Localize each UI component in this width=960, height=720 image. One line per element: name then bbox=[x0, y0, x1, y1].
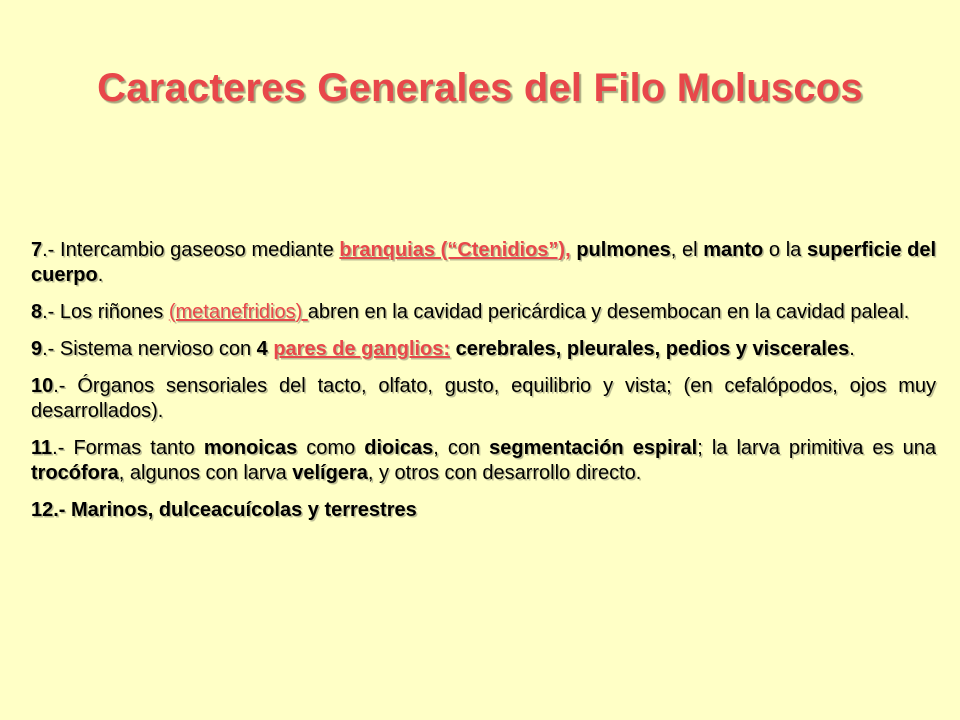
item-11-text-2: como bbox=[297, 437, 365, 459]
item-9 bbox=[31, 337, 936, 362]
item-7-text-5: . bbox=[97, 264, 104, 286]
item-11-text-1: .- Formas tanto bbox=[52, 437, 204, 459]
item-8-text-1: .- Los riñones bbox=[42, 301, 169, 323]
item-11-trocofora: trocófora bbox=[31, 462, 119, 484]
item-9-four: 4 bbox=[256, 338, 268, 360]
item-11-text-5: , algunos con larva bbox=[118, 462, 293, 484]
item-11-segmentacion: segmentación espiral bbox=[489, 437, 698, 459]
item-8-number: 8 bbox=[31, 301, 43, 323]
item-7 bbox=[31, 238, 936, 288]
slide-title: Caracteres Generales del Filo Moluscos bbox=[97, 66, 863, 110]
item-10 bbox=[31, 374, 936, 424]
item-11-monoicas: monoicas bbox=[203, 437, 298, 459]
item-8-text-2: abren en la cavidad pericárdica y desembocan en la cavidad paleal. bbox=[307, 301, 910, 323]
item-7-text-4: o la bbox=[763, 239, 807, 261]
item-11-dioicas: dioicas bbox=[364, 437, 434, 459]
item-7-number: 7 bbox=[31, 239, 43, 261]
item-11 bbox=[31, 436, 936, 486]
item-11-text-6: , y otros con desarrollo directo. bbox=[367, 462, 642, 484]
item-8-metanefridios: (metanefridios) bbox=[168, 301, 308, 323]
item-8 bbox=[31, 300, 936, 325]
item-7-text-3: , el bbox=[670, 239, 704, 261]
item-7-text-1: .- Intercambio gaseoso mediante bbox=[42, 239, 340, 261]
item-11-text-4: ; la larva primitiva es una bbox=[697, 437, 936, 459]
item-12: 12.- Marinos, dulceacuícolas y terrestres bbox=[31, 499, 417, 521]
item-10-number: 10 bbox=[31, 375, 54, 397]
item-11-number: 11 bbox=[31, 437, 53, 459]
item-7-manto: manto bbox=[703, 239, 764, 261]
item-9-text-1: .- Sistema nervioso con bbox=[42, 338, 257, 360]
item-9-ganglia-list: cerebrales, pleurales, pedios y viscerales bbox=[455, 338, 850, 360]
item-10-text-1: .- Órganos sensoriales del tacto, olfato, gusto, equilibrio y vista; (en cefalópodos, ojos muy desarrollados). bbox=[31, 375, 936, 422]
item-9-text-4: . bbox=[849, 338, 855, 360]
slide-body bbox=[31, 238, 936, 535]
item-11-veligera: velígera bbox=[292, 462, 368, 484]
item-7-branquias: branquias (“Ctenidios”), bbox=[339, 239, 571, 261]
item-9-number: 9 bbox=[31, 338, 43, 360]
item-11-text-3: , con bbox=[433, 437, 490, 459]
item-7-superficie: superficie del cuerpo bbox=[31, 239, 937, 286]
item-9-pares-ganglios: pares de ganglios: bbox=[273, 338, 451, 360]
item-7-pulmones: pulmones bbox=[576, 239, 671, 261]
